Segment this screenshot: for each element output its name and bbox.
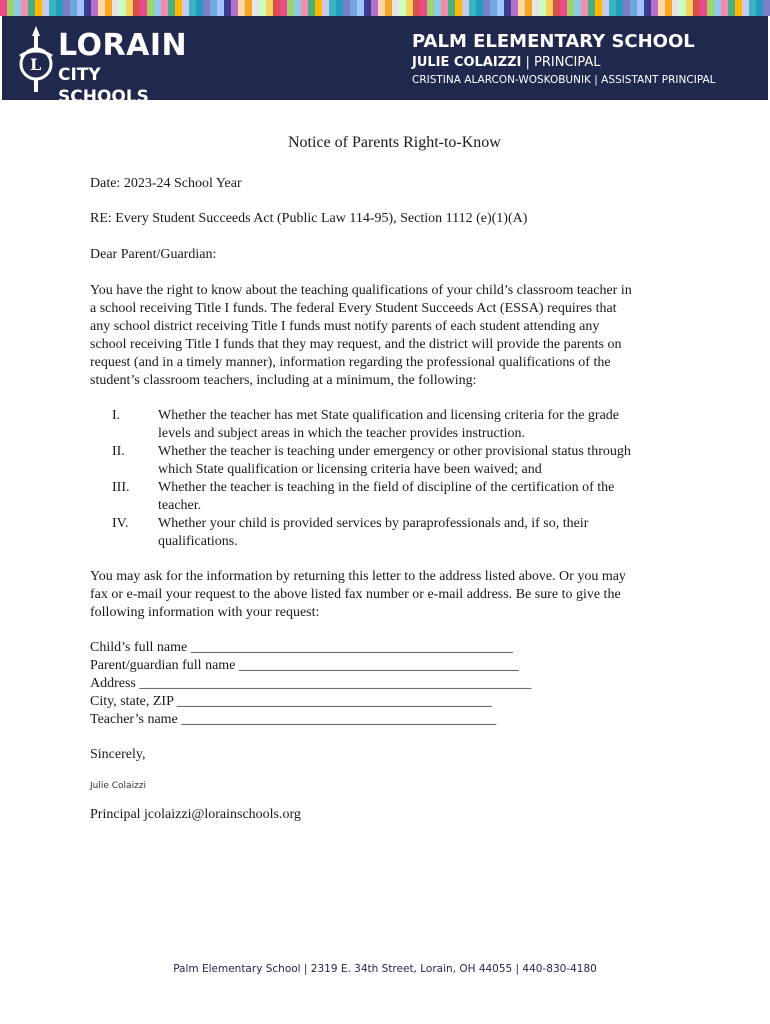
stripe-segment <box>420 0 427 16</box>
stripe-segment <box>315 0 322 16</box>
stripe-segment <box>21 0 28 16</box>
stripe-segment <box>112 0 119 16</box>
stripe-segment <box>434 0 441 16</box>
stripe-segment <box>35 0 42 16</box>
stripe-segment <box>42 0 49 16</box>
stripe-segment <box>161 0 168 16</box>
stripe-segment <box>77 0 84 16</box>
stripe-segment <box>147 0 154 16</box>
stripe-segment <box>182 0 189 16</box>
principal-title: | PRINCIPAL <box>525 55 601 70</box>
school-name: PALM ELEMENTARY SCHOOL <box>412 31 695 52</box>
stripe-segment <box>217 0 224 16</box>
stripe-segment <box>364 0 371 16</box>
teacher-name-field[interactable]: Teacher’s name _____________________________________________ <box>90 712 497 727</box>
stripe-segment <box>749 0 756 16</box>
stripe-segment <box>707 0 714 16</box>
stripe-segment <box>511 0 518 16</box>
stripe-segment <box>651 0 658 16</box>
stripe-segment <box>280 0 287 16</box>
stripe-segment <box>539 0 546 16</box>
signoff: Principal jcolaizzi@lorainschools.org <box>90 807 301 822</box>
address-field[interactable]: Address ________________________________________________________ <box>90 676 532 691</box>
stripe-segment <box>266 0 273 16</box>
stripe-segment <box>686 0 693 16</box>
list-text: levels and subject areas in which the teacher provides instruction. <box>158 426 525 441</box>
stripe-segment <box>553 0 560 16</box>
stripe-segment <box>679 0 686 16</box>
child-name-field[interactable]: Child’s full name ______________________________________________ <box>90 640 513 655</box>
stripe-segment <box>602 0 609 16</box>
stripe-segment <box>203 0 210 16</box>
stripe-segment <box>154 0 161 16</box>
stripe-segment <box>574 0 581 16</box>
stripe-segment <box>714 0 721 16</box>
list-text: qualifications. <box>158 534 238 549</box>
stripe-segment <box>728 0 735 16</box>
stripe-segment <box>504 0 511 16</box>
stripe-segment <box>700 0 707 16</box>
stripe-segment <box>672 0 679 16</box>
salutation: Dear Parent/Guardian: <box>90 247 217 262</box>
stripe-segment <box>301 0 308 16</box>
stripe-segment <box>210 0 217 16</box>
stripe-segment <box>350 0 357 16</box>
stripe-segment <box>259 0 266 16</box>
stripe-segment <box>91 0 98 16</box>
stripe-segment <box>448 0 455 16</box>
list-number: I. <box>112 408 121 423</box>
stripe-segment <box>609 0 616 16</box>
stripe-segment <box>581 0 588 16</box>
stripe-segment <box>693 0 700 16</box>
stripe-segment <box>168 0 175 16</box>
stripe-segment <box>588 0 595 16</box>
stripe-segment <box>287 0 294 16</box>
stripe-segment <box>455 0 462 16</box>
request-line: You may ask for the information by returning this letter to the address listed above. Or you may <box>90 569 626 584</box>
stripe-segment <box>385 0 392 16</box>
stripe-segment <box>616 0 623 16</box>
stripe-segment <box>140 0 147 16</box>
stripe-segment <box>532 0 539 16</box>
principal-line <box>412 54 716 72</box>
stripe-segment <box>441 0 448 16</box>
closing: Sincerely, <box>90 747 146 762</box>
intro-line: request (and in a timely manner), information regarding the professional qualifications of the <box>90 355 611 370</box>
footer-address: Palm Elementary School | 2319 E. 34th Street, Lorain, OH 44055 | 440-830-4180 <box>173 963 597 975</box>
assistant-principal-line: CRISTINA ALARCON-WOSKOBUNIK | ASSISTANT PRINCIPAL <box>412 74 716 86</box>
stripe-segment <box>119 0 126 16</box>
header-banner <box>2 16 768 107</box>
list-number: III. <box>112 480 130 495</box>
stripe-segment <box>105 0 112 16</box>
stripe-segment <box>322 0 329 16</box>
stripe-segment <box>763 0 770 16</box>
stripe-segment <box>196 0 203 16</box>
stripe-segment <box>133 0 140 16</box>
stripe-segment <box>371 0 378 16</box>
stripe-segment <box>7 0 14 16</box>
intro-line: a school receiving Title I funds. The federal Every Student Succeeds Act (ESSA) requires that <box>90 301 617 316</box>
stripe-segment <box>231 0 238 16</box>
request-line: following information with your request: <box>90 605 320 620</box>
stripe-segment <box>336 0 343 16</box>
stripe-segment <box>637 0 644 16</box>
request-line: fax or e-mail your request to the above listed fax number or e-mail address. Be sure to give the <box>90 587 621 602</box>
stripe-segment <box>49 0 56 16</box>
stripe-segment <box>644 0 651 16</box>
list-number: IV. <box>112 516 129 531</box>
stripe-segment <box>126 0 133 16</box>
list-text: Whether the teacher is teaching under emergency or other provisional status through <box>158 444 631 459</box>
list-text: teacher. <box>158 498 202 513</box>
stripe-segment <box>665 0 672 16</box>
stripe-segment <box>462 0 469 16</box>
stripe-segment <box>238 0 245 16</box>
stripe-segment <box>490 0 497 16</box>
list-text: which State qualification or licensing criteria have been waived; and <box>158 462 542 477</box>
list-text: Whether the teacher has met State qualification and licensing criteria for the grade <box>158 408 620 423</box>
document-title: Notice of Parents Right-to-Know <box>288 134 501 151</box>
intro-line: school receiving Title I funds that they may request, and the district will provide the parents on <box>90 337 622 352</box>
stripe-segment <box>413 0 420 16</box>
parent-name-field[interactable]: Parent/guardian full name ________________________________________ <box>90 658 519 673</box>
re-line: RE: Every Student Succeeds Act (Public Law 114-95), Section 1112 (e)(1)(A) <box>90 211 528 226</box>
logo-text-city-schools: CITY SCHOOLS <box>58 65 149 107</box>
date-line: Date: 2023-24 School Year <box>90 176 242 191</box>
stripe-segment <box>525 0 532 16</box>
stripe-segment <box>497 0 504 16</box>
stripe-segment <box>427 0 434 16</box>
color-stripe <box>0 0 770 16</box>
stripe-segment <box>595 0 602 16</box>
stripe-segment <box>357 0 364 16</box>
stripe-segment <box>245 0 252 16</box>
shield-emblem-icon <box>16 26 56 94</box>
intro-line: any school district receiving Title I funds must notify parents of each student attending any <box>90 319 600 334</box>
list-number: II. <box>112 444 125 459</box>
stripe-segment <box>56 0 63 16</box>
stripe-segment <box>98 0 105 16</box>
stripe-segment <box>294 0 301 16</box>
stripe-segment <box>483 0 490 16</box>
stripe-segment <box>224 0 231 16</box>
stripe-segment <box>84 0 91 16</box>
stripe-segment <box>175 0 182 16</box>
signature: Julie Colaizzi <box>90 781 147 791</box>
stripe-segment <box>273 0 280 16</box>
stripe-segment <box>70 0 77 16</box>
stripe-segment <box>567 0 574 16</box>
list-text: Whether your child is provided services by paraprofessionals and, if so, their <box>158 516 589 531</box>
stripe-segment <box>560 0 567 16</box>
stripe-segment <box>469 0 476 16</box>
school-info <box>412 30 716 88</box>
stripe-segment <box>14 0 21 16</box>
stripe-segment <box>756 0 763 16</box>
lorain-city-schools-logo <box>16 26 196 107</box>
stripe-segment <box>28 0 35 16</box>
stripe-segment <box>518 0 525 16</box>
stripe-segment <box>399 0 406 16</box>
list-text: Whether the teacher is teaching in the field of discipline of the certification of the <box>158 480 615 495</box>
stripe-segment <box>630 0 637 16</box>
stripe-segment <box>476 0 483 16</box>
intro-line: student’s classroom teachers, including at a minimum, the following: <box>90 373 477 388</box>
stripe-segment <box>378 0 385 16</box>
stripe-segment <box>623 0 630 16</box>
stripe-segment <box>406 0 413 16</box>
stripe-segment <box>742 0 749 16</box>
stripe-segment <box>0 0 7 16</box>
intro-line: You have the right to know about the teaching qualifications of your child’s classroom teacher in <box>90 283 632 298</box>
stripe-segment <box>546 0 553 16</box>
svg-text:L: L <box>30 55 42 74</box>
stripe-segment <box>392 0 399 16</box>
stripe-segment <box>63 0 70 16</box>
logo-text-lorain: LORAIN <box>58 28 188 63</box>
stripe-segment <box>308 0 315 16</box>
stripe-segment <box>329 0 336 16</box>
stripe-segment <box>189 0 196 16</box>
stripe-segment <box>658 0 665 16</box>
stripe-segment <box>343 0 350 16</box>
stripe-segment <box>735 0 742 16</box>
stripe-segment <box>721 0 728 16</box>
stripe-segment <box>252 0 259 16</box>
city-state-zip-field[interactable]: City, state, ZIP _____________________________________________ <box>90 694 492 709</box>
principal-name: JULIE COLAIZZI <box>412 55 522 70</box>
